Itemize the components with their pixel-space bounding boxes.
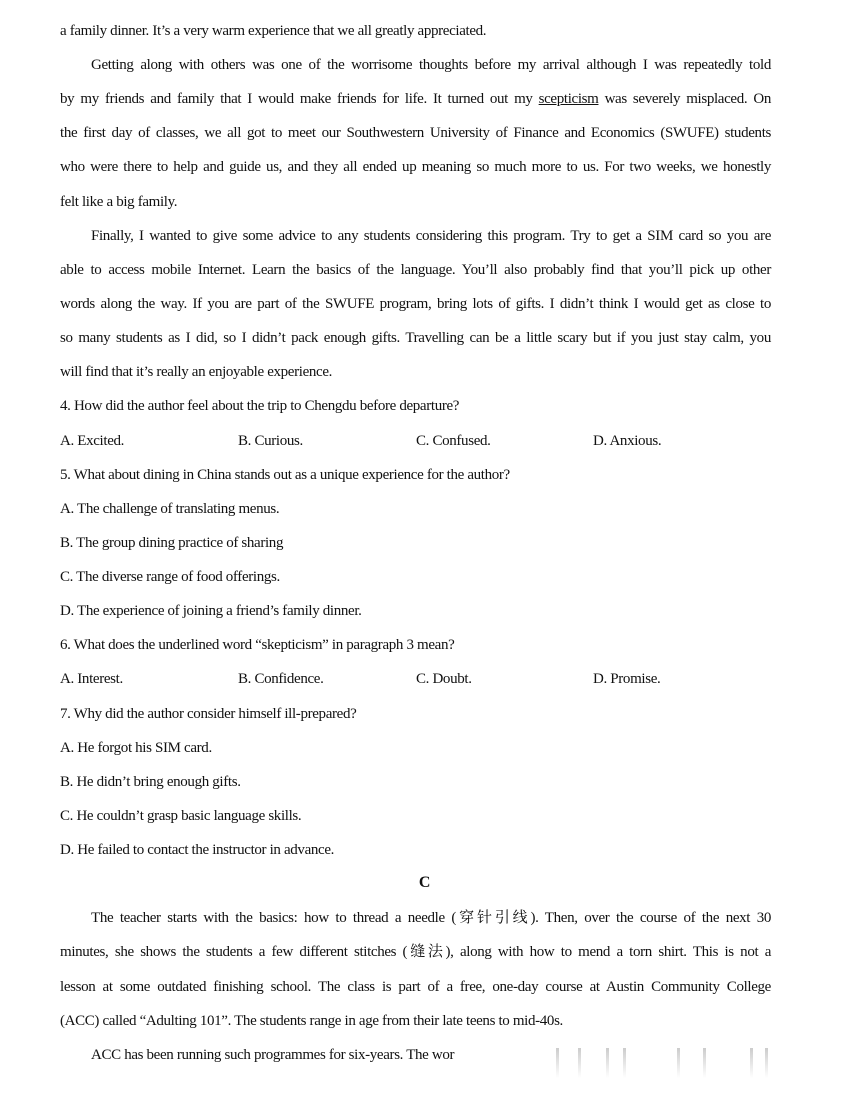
text-line: The teacher starts with the basics: how to thread a needle (穿针引线). Then, over the course of the next 30	[91, 910, 771, 926]
text-line: who were there to help and guide us, and they all ended up meaning so much more to us. For two weeks, we honestly	[60, 159, 771, 175]
question-stem: 6. What does the underlined word “skepticism” in paragraph 3 mean?	[60, 637, 455, 653]
text-line: minutes, she shows the students a few different stitches (缝法), along with how to mend a torn shirt. This is not a	[60, 944, 771, 960]
question-stem: 4. How did the author feel about the trip to Chengdu before departure?	[60, 398, 460, 414]
fade-overlay	[480, 1040, 849, 1096]
option-d: D. He failed to contact the instructor in advance.	[60, 842, 335, 858]
text-line: will find that it’s really an enjoyable experience.	[60, 364, 333, 380]
text-line: a family dinner. It’s a very warm experience that we all greatly appreciated.	[60, 23, 487, 39]
option-d: D. Promise.	[593, 671, 661, 687]
option-c: C. Doubt.	[416, 671, 472, 687]
text-line: words along the way. If you are part of the SWUFE program, bring lots of gifts. I didn’t think I would get as close to	[60, 296, 771, 312]
question-stem: 5. What about dining in China stands out as a unique experience for the author?	[60, 467, 510, 483]
text-line: able to access mobile Internet. Learn the basics of the language. You’ll also probably find that you’ll pick up other	[60, 262, 771, 278]
option-a: A. He forgot his SIM card.	[60, 740, 212, 756]
option-c: C. He couldn’t grasp basic language skills.	[60, 808, 302, 824]
option-b: B. Confidence.	[238, 671, 324, 687]
text-segment: was severely misplaced. On	[598, 91, 771, 107]
question-stem: 7. Why did the author consider himself ill-prepared?	[60, 706, 357, 722]
text-line: felt like a big family.	[60, 194, 178, 210]
option-b: B. He didn’t bring enough gifts.	[60, 774, 241, 790]
text-line: (ACC) called “Adulting 101”. The students range in age from their late teens to mid-40s.	[60, 1013, 563, 1029]
text-line: Finally, I wanted to give some advice to any students considering this program. Try to get a SIM card so you are	[91, 228, 771, 244]
text-line	[60, 89, 771, 109]
option-c: C. The diverse range of food offerings.	[60, 569, 280, 585]
option-a: A. Interest.	[60, 671, 123, 687]
text-line: lesson at some outdated finishing school. The class is part of a free, one-day course at Austin Community College	[60, 979, 771, 995]
option-a: A. Excited.	[60, 433, 125, 449]
option-b: B. Curious.	[238, 433, 303, 449]
text-line: Getting along with others was one of the worrisome thoughts before my arrival although I was repeatedly told	[91, 57, 771, 73]
option-b: B. The group dining practice of sharing	[60, 535, 284, 551]
underlined-word: scepticism	[538, 91, 599, 107]
option-a: A. The challenge of translating menus.	[60, 501, 280, 517]
section-heading: C	[418, 874, 431, 891]
option-c: C. Confused.	[416, 433, 491, 449]
text-segment: by my friends and family that I would make friends for life. It turned out my	[60, 91, 539, 107]
text-line: so many students as I did, so I didn’t pack enough gifts. Travelling can be a little scary but if you just stay calm, you	[60, 330, 771, 346]
option-d: D. The experience of joining a friend’s family dinner.	[60, 603, 362, 619]
text-line: ACC has been running such programmes for six-years. The wor	[91, 1047, 455, 1063]
option-d: D. Anxious.	[593, 433, 662, 449]
text-line: the first day of classes, we all got to meet our Southwestern University of Finance and Economics (SWUFE) students	[60, 125, 771, 141]
